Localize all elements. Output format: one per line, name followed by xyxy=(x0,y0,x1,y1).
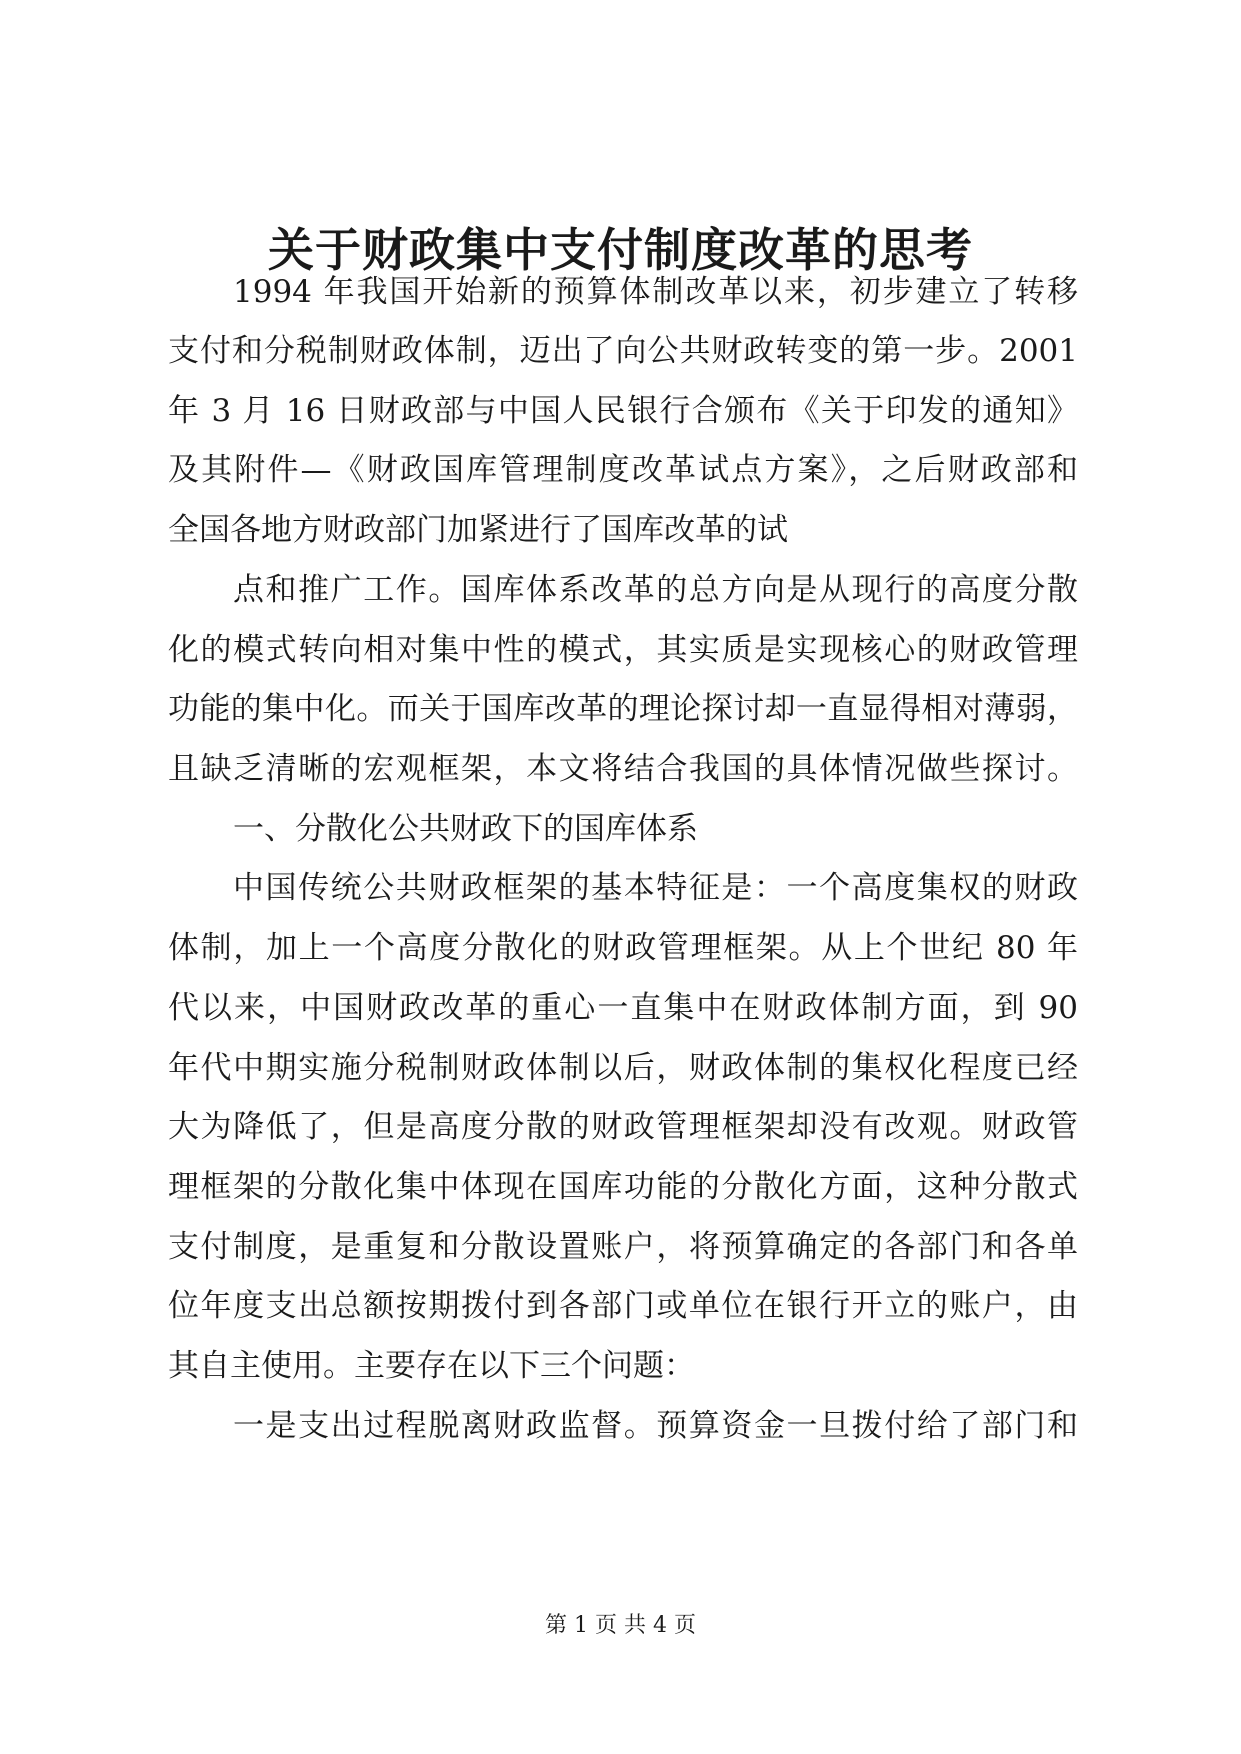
paragraph-line: 体制，加上一个高度分散化的财政管理框架。从上个世纪 80 年 xyxy=(168,930,1078,966)
document-title: 关于财政集中支付制度改革的思考 xyxy=(268,223,973,277)
paragraph-line: 一是支出过程脱离财政监督。预算资金一旦拨付给了部门和 xyxy=(233,1408,1078,1444)
paragraph-line: 全国各地方财政部门加紧进行了国库改革的试 xyxy=(168,512,788,548)
paragraph-line: 功能的集中化。而关于国库改革的理论探讨却一直显得相对薄弱， xyxy=(168,691,1078,727)
paragraph-line: 且缺乏清晰的宏观框架，本文将结合我国的具体情况做些探讨。 xyxy=(168,751,1078,787)
paragraph-line: 年 3 月 16 日财政部与中国人民银行合颁布《关于印发的通知》 xyxy=(168,393,1078,429)
paragraph-line: 化的模式转向相对集中性的模式，其实质是实现核心的财政管理 xyxy=(168,632,1078,668)
paragraph-line: 及其附件—《财政国库管理制度改革试点方案》，之后财政部和 xyxy=(168,452,1078,488)
paragraph-line: 点和推广工作。国库体系改革的总方向是从现行的高度分散 xyxy=(233,572,1078,608)
paragraph-line: 支付和分税制财政体制，迈出了向公共财政转变的第一步。2001 xyxy=(168,333,1078,369)
paragraph-line: 支付制度，是重复和分散设置账户，将预算确定的各部门和各单 xyxy=(168,1229,1078,1265)
paragraph-line: 代以来，中国财政改革的重心一直集中在财政体制方面，到 90 xyxy=(168,990,1078,1026)
paragraph-line: 年代中期实施分税制财政体制以后，财政体制的集权化程度已经 xyxy=(168,1050,1078,1086)
page-footer: 第 1 页 共 4 页 xyxy=(545,1613,696,1638)
paragraph-line: 理框架的分散化集中体现在国库功能的分散化方面，这种分散式 xyxy=(168,1169,1078,1205)
paragraph-line: 位年度支出总额按期拨付到各部门或单位在银行开立的账户，由 xyxy=(168,1288,1078,1324)
section-heading: 一、分散化公共财政下的国库体系 xyxy=(233,811,698,847)
paragraph-line: 其自主使用。主要存在以下三个问题： xyxy=(168,1348,695,1384)
paragraph-line: 中国传统公共财政框架的基本特征是：一个高度集权的财政 xyxy=(233,870,1078,906)
paragraph-line: 大为降低了，但是高度分散的财政管理框架却没有改观。财政管 xyxy=(168,1109,1078,1145)
paragraph-line: 1994 年我国开始新的预算体制改革以来，初步建立了转移 xyxy=(233,274,1078,310)
